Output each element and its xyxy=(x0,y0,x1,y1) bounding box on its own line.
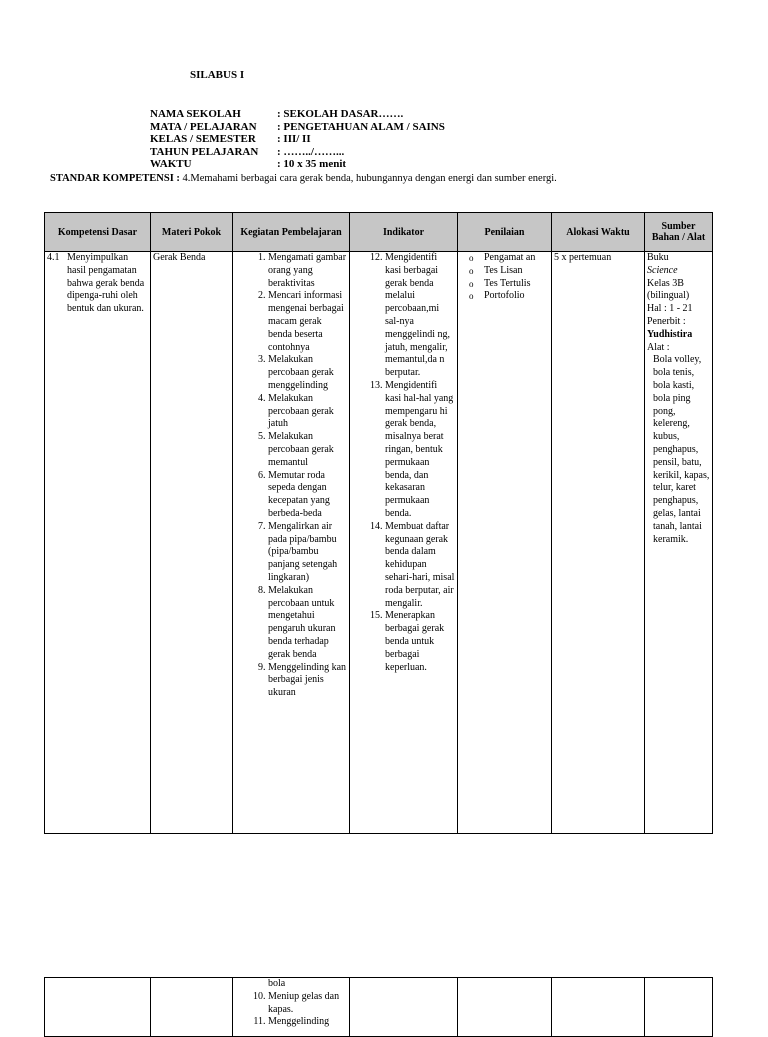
alat-list: Bola volley, bola tenis, bola kasti, bola ping pong, kelereng, kubus, penghapus, pensil, batu, kerikil, kapas, telur, karet penghapus, gelas, lantai tanah, lantai keramik. xyxy=(653,354,710,545)
list-item: o Pengamat an xyxy=(484,252,549,265)
kd-text: Menyimpulkan hasil pengamatan bahwa gerak benda dipenga-ruhi oleh bentuk dan ukuran. xyxy=(67,252,145,315)
sumber-kelas: Kelas 3B (bilingual) xyxy=(647,277,690,302)
meta-school: NAMA SEKOLAH : SEKOLAH DASAR……. xyxy=(150,108,404,120)
cell-indikator xyxy=(350,252,458,834)
header-sumber: Sumber Bahan / Alat xyxy=(645,213,713,252)
kd-number: 4.1 xyxy=(47,252,60,263)
cont-cell-alokasi xyxy=(552,978,645,1037)
list-item: bola xyxy=(268,978,286,989)
cont-cell-penilaian xyxy=(458,978,552,1037)
table-row xyxy=(45,978,713,1037)
syllabus-table xyxy=(44,212,713,834)
header-penilaian: Penilaian xyxy=(458,213,552,252)
cont-cell-indikator xyxy=(350,978,458,1037)
standar-text: 4.Memahami berbagai cara gerak benda, hubungannya dengan energi dan sumber energi. xyxy=(179,173,557,184)
meta-class: KELAS / SEMESTER : III/ II xyxy=(150,133,311,146)
sumber-buku: Buku xyxy=(647,252,669,263)
list-item: 10. Meniup gelas dan kapas. xyxy=(268,991,347,1017)
sumber-publisher: Yudhistira xyxy=(647,328,693,340)
list-item: 9. Menggelinding kan berbagai jenis ukuran xyxy=(268,662,347,700)
list-item: o Tes Lisan xyxy=(484,265,549,278)
list-item: 6. Memutar roda sepeda dengan kecepatan yang berbeda-beda xyxy=(268,470,347,521)
list-item: o Tes Tertulis xyxy=(484,278,549,291)
list-item: 1. Mengamati gambar orang yang beraktivitas xyxy=(268,252,347,290)
cont-cell-sumber xyxy=(645,978,713,1037)
cell-kegiatan xyxy=(233,252,350,834)
header-kompetensi: Kompetensi Dasar xyxy=(45,213,151,252)
list-item: 8. Melakukan percobaan untuk mengetahui pengaruh ukuran benda terhadap gerak benda xyxy=(268,585,347,662)
alat-label: Alat : xyxy=(647,341,670,353)
cont-cell-kegiatan xyxy=(233,978,350,1037)
list-item: 15. Menerapkan berbagai gerak benda untuk berbagai keperluan. xyxy=(385,610,455,674)
sumber-science: Science xyxy=(647,264,678,276)
header-materi: Materi Pokok xyxy=(151,213,233,252)
list-item: o Portofolio xyxy=(484,290,549,303)
list-item: 11. Menggelinding xyxy=(268,1016,347,1029)
indikator-list xyxy=(352,252,455,674)
continuation-table xyxy=(44,977,713,1037)
penilaian-list xyxy=(460,252,549,303)
cell-penilaian xyxy=(458,252,552,834)
continuation-list xyxy=(235,978,347,1029)
cont-cell-kompetensi xyxy=(45,978,151,1037)
list-item: 2. Mencari informasi mengenai berbagai macam gerak benda beserta contohnya xyxy=(268,290,347,354)
list-item: 4. Melakukan percobaan gerak jatuh xyxy=(268,393,347,431)
standar-label: STANDAR KOMPETENSI : xyxy=(50,173,180,184)
cell-sumber xyxy=(645,252,713,834)
list-item: 5. Melakukan percobaan gerak memantul xyxy=(268,431,347,469)
meta-year: TAHUN PELAJARAN : ……../……... xyxy=(150,145,345,158)
document-title: SILABUS I xyxy=(190,69,245,81)
standar-kompetensi xyxy=(50,173,557,184)
cell-kompetensi xyxy=(45,252,151,834)
list-item: 3. Melakukan percobaan gerak menggelinding xyxy=(268,354,347,392)
header-alokasi: Alokasi Waktu xyxy=(552,213,645,252)
kegiatan-list xyxy=(235,252,347,700)
meta-subject: MATA / PELAJARAN : PENGETAHUAN ALAM / SAINS xyxy=(150,120,445,133)
table-row xyxy=(45,252,713,834)
list-item: 12. Mengidentifi kasi berbagai gerak benda melalui percobaan,mi sal-nya menggelindi ng, jatuh, mengalir, memantul,da n berputar. xyxy=(385,252,455,380)
sumber-penerbit: Penerbit : xyxy=(647,315,686,327)
list-item: 7. Mengalirkan air pada pipa/bambu (pipa/bambu panjang setengah lingkaran) xyxy=(268,521,347,585)
table-header-row xyxy=(45,213,713,252)
list-item: 13. Mengidentifi kasi hal-hal yang mempengaru hi gerak benda, misalnya berat ringan, bentuk permukaan benda, dan kekasaran permukaan benda. xyxy=(385,380,455,521)
sumber-hal: Hal : 1 - 21 xyxy=(647,303,693,315)
cell-materi: Gerak Benda xyxy=(151,252,233,834)
meta-block xyxy=(150,108,445,171)
meta-time: WAKTU : 10 x 35 menit xyxy=(150,158,347,171)
list-item: 14. Membuat daftar kegunaan gerak benda dalam kehidupan sehari-hari, misal roda berputar, air mengalir. xyxy=(385,521,455,611)
header-kegiatan: Kegiatan Pembelajaran xyxy=(233,213,350,252)
header-indikator: Indikator xyxy=(350,213,458,252)
cont-cell-materi xyxy=(151,978,233,1037)
cell-alokasi: 5 x pertemuan xyxy=(552,252,645,834)
